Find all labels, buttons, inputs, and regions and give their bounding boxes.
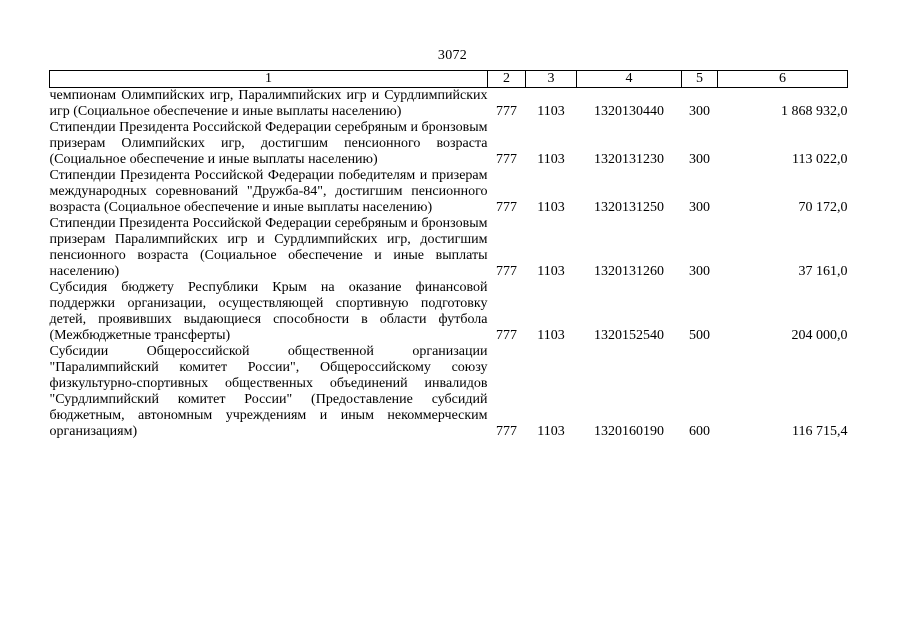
row-target-article: 1320160190 [594,424,664,439]
row-amount: 113 022,0 [792,152,848,167]
row-ministry-code: 777 [496,328,517,343]
row-target-article: 1320131230 [594,152,664,167]
table-row [50,216,848,280]
budget-table [49,70,848,440]
row-description: Стипендии Президента Российской Федерации серебряным и бронзовым призерам Паралимпийских игр и Сурдлимпийских игр, достигшим пенсионного возраста (Социальное обеспечение и иные выплаты населению) [49,216,488,279]
row-ministry-code: 777 [496,424,517,439]
row-section-code: 1103 [537,328,565,343]
row-ministry-code: 777 [496,152,517,167]
row-target-article: 1320130440 [594,104,664,119]
row-target-article: 1320131260 [594,264,664,279]
header-col-1: 1 [50,71,488,88]
table-row [50,120,848,168]
row-section-code: 1103 [537,152,565,167]
row-amount: 37 161,0 [798,264,848,279]
table-row [50,168,848,216]
header-col-2: 2 [488,71,526,88]
row-description: Субсидии Общероссийской общественной организации "Паралимпийский комитет России", Общероссийскому союзу физкультурно-спортивных общественных объединений инвалидов "Сурдлимпийский комитет России" (Предоставление субсидий бюджетным, автономным учреждениям и иным некоммерческим организациям) [49,344,488,439]
row-description: Субсидия бюджету Республики Крым на оказание финансовой поддержки организации, осуществляющей спортивную подготовку детей, проявивших выдающиеся способности в области футбола (Межбюджетные трансферты) [49,280,488,343]
row-amount: 70 172,0 [798,200,848,215]
row-section-code: 1103 [537,264,565,279]
header-row [50,71,848,88]
row-expense-type: 600 [689,424,710,439]
row-expense-type: 300 [689,152,710,167]
row-target-article: 1320131250 [594,200,664,215]
row-ministry-code: 777 [496,200,517,215]
row-amount: 1 868 932,0 [781,104,848,119]
table-row [50,88,848,121]
row-expense-type: 300 [689,104,710,119]
row-description: Стипендии Президента Российской Федерации победителям и призерам международных соревнований "Дружба-84", достигшим пенсионного возраста (Социальное обеспечение и иные выплаты населению) [49,168,488,215]
row-expense-type: 300 [689,264,710,279]
header-col-6: 6 [718,71,848,88]
page-number: 3072 [437,48,468,63]
table-row [50,280,848,344]
header-col-3: 3 [526,71,577,88]
row-description: Стипендии Президента Российской Федерации серебряным и бронзовым призерам Олимпийских игр, достигшим пенсионного возраста (Социальное обеспечение и иные выплаты населению) [49,120,488,167]
row-expense-type: 300 [689,200,710,215]
header-col-4: 4 [577,71,682,88]
row-section-code: 1103 [537,200,565,215]
row-amount: 116 715,4 [792,424,848,439]
row-section-code: 1103 [537,424,565,439]
header-col-5: 5 [682,71,718,88]
row-section-code: 1103 [537,104,565,119]
row-ministry-code: 777 [496,264,517,279]
row-amount: 204 000,0 [791,328,848,343]
table-row [50,344,848,440]
row-target-article: 1320152540 [594,328,664,343]
row-expense-type: 500 [689,328,710,343]
row-ministry-code: 777 [496,104,517,119]
row-description: чемпионам Олимпийских игр, Паралимпийских игр и Сурдлимпийских игр (Социальное обеспечение и иные выплаты населению) [49,88,488,119]
